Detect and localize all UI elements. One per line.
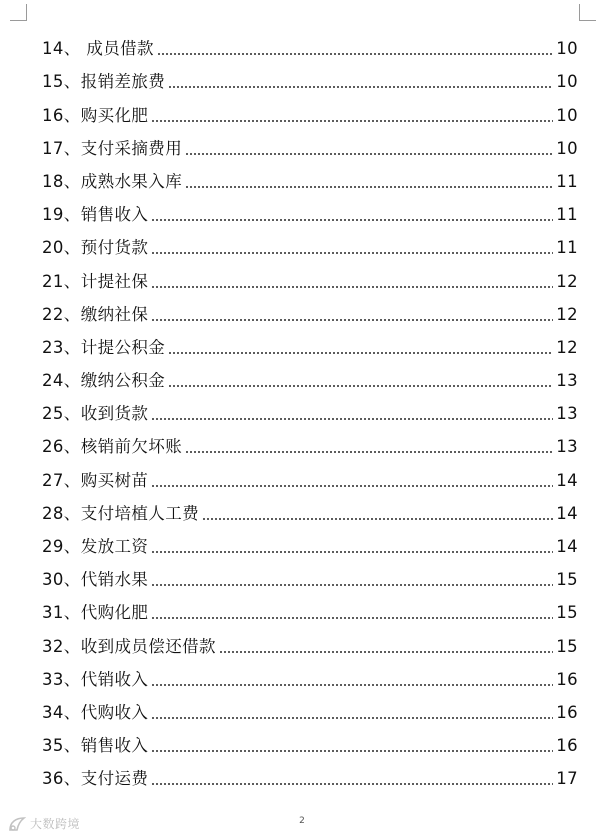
toc-entry[interactable] — [42, 159, 578, 192]
dot-leader — [151, 252, 553, 254]
toc-entry-page: 11 — [556, 205, 578, 225]
toc-entry[interactable] — [42, 457, 578, 490]
toc-entry[interactable] — [42, 657, 578, 690]
toc-entry[interactable] — [42, 292, 578, 325]
dot-leader — [151, 485, 553, 487]
dot-leader — [151, 418, 553, 420]
toc-entry-title: 25、收到货款 — [42, 404, 149, 424]
toc-entry-page: 16 — [556, 702, 578, 722]
toc-entry-title: 24、缴纳公积金 — [42, 371, 166, 391]
toc-entry[interactable] — [42, 126, 578, 159]
toc-entry-title: 36、支付运费 — [42, 769, 149, 789]
toc-entry-page: 12 — [556, 304, 578, 324]
dot-leader — [168, 352, 553, 354]
dot-leader — [151, 584, 553, 586]
toc-entry-page: 10 — [556, 105, 578, 125]
toc-entry-page: 16 — [556, 669, 578, 689]
dot-leader — [151, 783, 553, 785]
toc-entry-title: 18、成熟水果入库 — [42, 171, 183, 191]
toc-entry[interactable] — [42, 557, 578, 590]
toc-entry-title: 32、收到成员偿还借款 — [42, 636, 216, 656]
dot-leader — [151, 286, 553, 288]
toc-entry-page: 14 — [556, 537, 578, 556]
toc-entry-title: 17、支付采摘费用 — [42, 138, 183, 158]
toc-entry[interactable] — [42, 590, 578, 623]
toc-entry[interactable] — [42, 756, 578, 789]
watermark — [8, 815, 80, 832]
toc-entry-title: 20、预付货款 — [42, 238, 149, 258]
table-of-contents — [42, 26, 578, 789]
toc-entry-title: 14、 成员借款 — [42, 39, 154, 59]
toc-entry-page: 11 — [556, 171, 578, 191]
dot-leader — [151, 717, 553, 719]
toc-entry-page: 11 — [556, 238, 578, 258]
toc-entry-page: 15 — [556, 636, 578, 656]
toc-entry-page: 15 — [556, 603, 578, 623]
toc-entry[interactable] — [42, 623, 578, 656]
toc-entry-page: 13 — [556, 371, 578, 391]
toc-entry-page: 12 — [556, 271, 578, 291]
toc-entry-title: 29、发放工资 — [42, 537, 149, 556]
toc-entry[interactable] — [42, 358, 578, 391]
dot-leader — [185, 186, 553, 188]
toc-entry-page: 14 — [556, 503, 578, 523]
toc-entry[interactable] — [42, 26, 578, 59]
dot-leader — [151, 551, 553, 553]
dot-leader — [168, 385, 553, 387]
toc-entry[interactable] — [42, 524, 578, 557]
toc-entry-title: 30、代销水果 — [42, 570, 149, 590]
toc-entry-title: 27、购买树苗 — [42, 470, 149, 490]
toc-entry-title: 16、购买化肥 — [42, 105, 149, 125]
toc-entry[interactable] — [42, 92, 578, 125]
toc-entry-page: 16 — [556, 736, 578, 756]
toc-entry-page: 12 — [556, 337, 578, 357]
toc-entry-title: 28、支付培植人工费 — [42, 503, 199, 523]
toc-entry[interactable] — [42, 723, 578, 756]
toc-entry-page: 10 — [556, 72, 578, 92]
crop-mark-right — [579, 4, 596, 21]
dot-leader — [185, 451, 553, 453]
dot-leader — [168, 86, 553, 88]
toc-entry[interactable] — [42, 59, 578, 92]
crop-mark-left — [10, 4, 27, 21]
toc-entry[interactable] — [42, 192, 578, 225]
toc-entry[interactable] — [42, 258, 578, 291]
toc-entry-title: 31、代购化肥 — [42, 603, 149, 623]
toc-entry-title: 19、销售收入 — [42, 205, 149, 225]
toc-entry[interactable] — [42, 325, 578, 358]
toc-entry-page: 17 — [556, 769, 578, 789]
toc-entry-title: 33、代销收入 — [42, 669, 149, 689]
toc-entry[interactable] — [42, 391, 578, 424]
toc-entry-page: 10 — [556, 39, 578, 59]
watermark-text: 大数跨境 — [30, 817, 81, 831]
dot-leader — [202, 518, 553, 520]
dot-leader — [151, 120, 553, 122]
toc-entry-title: 22、缴纳社保 — [42, 304, 149, 324]
toc-entry[interactable] — [42, 424, 578, 457]
toc-entry-page: 13 — [556, 437, 578, 457]
toc-entry-page: 14 — [556, 470, 578, 490]
dot-leader — [151, 684, 553, 686]
dot-leader — [151, 750, 553, 752]
toc-entry-title: 26、核销前欠坏账 — [42, 437, 183, 457]
toc-entry-title: 15、报销差旅费 — [42, 72, 166, 92]
toc-entry-page: 15 — [556, 570, 578, 590]
toc-entry-title: 35、销售收入 — [42, 736, 149, 756]
toc-entry[interactable] — [42, 225, 578, 258]
dot-leader — [151, 219, 553, 221]
toc-entry[interactable] — [42, 491, 578, 524]
logo-icon — [8, 816, 26, 832]
dot-leader — [151, 319, 553, 321]
toc-entry-title: 34、代购收入 — [42, 702, 149, 722]
dot-leader — [151, 617, 553, 619]
toc-entry[interactable] — [42, 690, 578, 723]
dot-leader — [185, 153, 553, 155]
toc-entry-page: 13 — [556, 404, 578, 424]
toc-entry-page: 10 — [556, 138, 578, 158]
dot-leader — [219, 651, 553, 653]
toc-entry-title: 23、计提公积金 — [42, 337, 166, 357]
dot-leader — [157, 53, 553, 55]
page-number: 2 — [299, 816, 305, 826]
toc-entry-title: 21、计提社保 — [42, 271, 149, 291]
